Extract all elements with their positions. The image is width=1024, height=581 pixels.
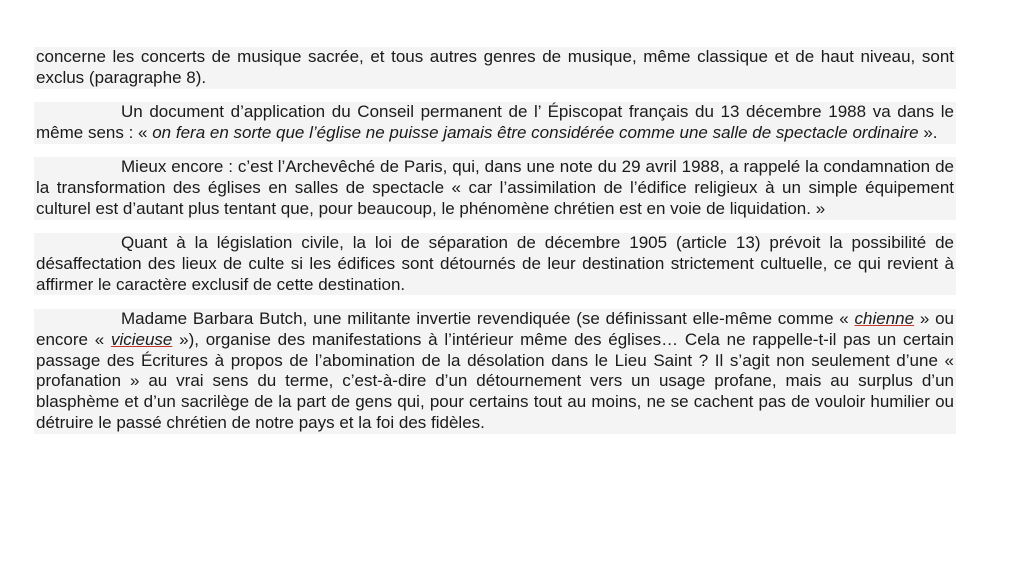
paragraph-5-part-2: » ou encore «: [36, 308, 954, 349]
paragraph-5-part-3: »), organise des manifestations à l’intérieur même des églises… Cela ne rappelle-t-il pas un certain passage des Écritures à propos de l’abomination de la désolation dans le Lieu Saint ? Il s’agit non seulement d’une « profanation » au vrai sens du terme, c’est-à-dire d’un détournement vers un usage profane, mais au surplus d’un blasphème et d’un sacrilège de la part de gens qui, pour certains tout au moins, ne se cachent pas de vouloir humilier ou détruire le passé chrétien de notre pays et la foi des fidèles.: [36, 329, 954, 432]
document-body: [34, 47, 956, 447]
paragraph-2-intro: Un document d’application du Conseil permanent de l’ Épiscopat français du 13 décembre 1988 va dans le même sens : «: [36, 102, 954, 142]
paragraph-5: [34, 309, 956, 434]
paragraph-5-part-1: Madame Barbara Butch, une militante invertie revendiquée (se définissant elle-même comme «: [121, 308, 855, 328]
vicieuse-link[interactable]: vicieuse: [110, 329, 173, 349]
paragraph-2: [34, 102, 956, 144]
chienne-link[interactable]: chienne: [854, 308, 915, 328]
paragraph-1-text: concerne les concerts de musique sacrée, et tous autres genres de musique, même classique et de haut niveau, sont exclus (paragraphe 8).: [36, 47, 954, 87]
paragraph-3-text: Mieux encore : c’est l’Archevêché de Paris, qui, dans une note du 29 avril 1988, a rappelé la condamnation de la transformation des églises en salles de spectacle « car l’assimilation de l’édifice religieux à un simple équipement culturel est d’autant plus tentant que, pour beaucoup, le phénomène chrétien est en voie de liquidation. »: [36, 157, 954, 218]
paragraph-1: [34, 47, 956, 89]
paragraph-2-close: ».: [918, 122, 938, 142]
paragraph-2-quote: on fera en sorte que l’église ne puisse jamais être considérée comme une salle de spectacle ordinaire: [152, 122, 919, 142]
paragraph-4: [34, 233, 956, 295]
paragraph-4-text: Quant à la législation civile, la loi de séparation de décembre 1905 (article 13) prévoit la possibilité de désaffectation des lieux de culte si les édifices sont détournés de leur destination strictement cultuelle, ce qui revient à affirmer le caractère exclusif de cette destination.: [36, 233, 954, 294]
paragraph-3: [34, 157, 956, 219]
